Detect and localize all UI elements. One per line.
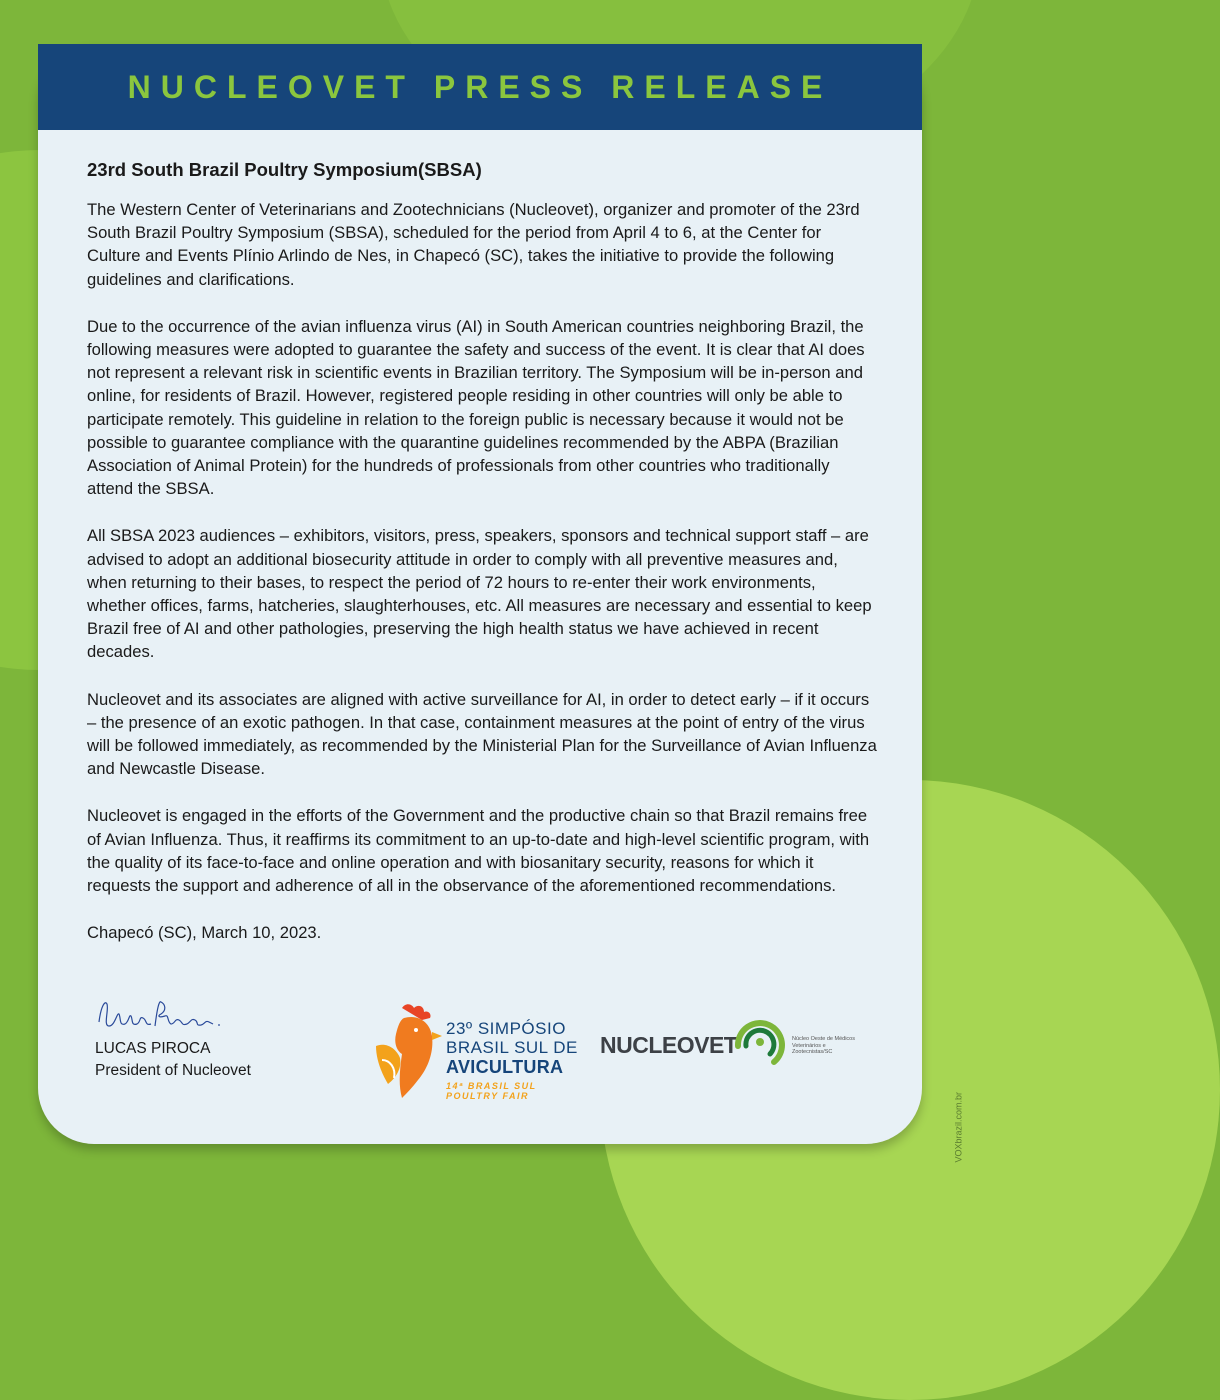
header-banner — [38, 44, 922, 130]
sbsa-logo-sub2: POULTRY FAIR — [446, 1091, 530, 1101]
photo-credit: VOXbrazil.com.br — [954, 1092, 964, 1163]
rooster-icon — [372, 1002, 444, 1102]
header-title: NUCLEOVET PRESS RELEASE — [127, 68, 833, 105]
paragraph: Due to the occurrence of the avian influenza virus (AI) in South American countries neighboring Brazil, the following measures were adopted to guarantee the safety and success of the event. It is clear that AI does not represent a relevant risk in scientific events in Brazilian territory. The Symposium will be in-person and online, for residents of Brazil. However, registered people residing in other countries will only be able to participate remotely. This guideline in relation to the foreign public is necessary because it would not be possible to guarantee compliance with the quarantine guidelines recommended by the ABPA (Brazilian Association of Animal Protein) for the hundreds of professionals from other countries who traditionally attend the SBSA. — [87, 316, 865, 499]
nucleovet-ring-icon — [730, 1012, 790, 1072]
sbsa-logo-line3: AVICULTURA — [446, 1057, 564, 1077]
paragraph: Nucleovet is engaged in the efforts of the Government and the productive chain so that Brazil remains free of Avian Influenza. Thus, it reaffirms its commitment to an up-to-date and high-level scientific program, with the quality of its face-to-face and online operation and with biosanitary security, reasons for which it requests the support and adherence of all in the observance of the aforementioned recommendations. — [87, 806, 870, 896]
nucleovet-tagline: Núcleo Oeste de Médicos Veterinários e Zootecnistas/SC — [792, 1036, 855, 1055]
paragraph: All SBSA 2023 audiences – exhibitors, visitors, press, speakers, sponsors and technical support staff – are advised to adopt an additional biosecurity attitude in order to comply with all preventive measures and, when returning to their bases, to respect the period of 72 hours to re-enter their work environments, whether offices, farms, hatcheries, slaughterhouses, etc. All measures are necessary and essential to keep Brazil free of AI and other pathologies, preserving the high health status we have achieved in recent decades. — [87, 526, 872, 662]
sbsa-logo-line2: BRASIL SUL DE — [446, 1038, 578, 1057]
paragraph: The Western Center of Veterinarians and Zootechnicians (Nucleovet), organizer and promoter of the 23rd South Brazil Poultry Symposium (SBSA), scheduled for the period from April 4 to 6, at the Center for Culture and Events Plínio Arlindo de Nes, in Chapecó (SC), takes the initiative to provide the following guidelines and clarifications. — [87, 200, 860, 289]
sbsa-logo — [372, 1002, 602, 1112]
sbsa-logo-sub1: 14ª BRASIL SUL — [446, 1081, 537, 1091]
document-title: 23rd South Brazil Poultry Symposium(SBSA) — [87, 159, 482, 180]
signatory-name: LUCAS PIROCA — [95, 1040, 211, 1057]
press-release-card — [38, 44, 922, 1144]
sbsa-logo-line1: 23º SIMPÓSIO — [446, 1019, 566, 1038]
signatory-role: President of Nucleovet — [95, 1062, 251, 1079]
document-body — [87, 158, 877, 968]
paragraph: Nucleovet and its associates are aligned with active surveillance for AI, in order to detect early – if it occurs – the presence of an exotic pathogen. In that case, containment measures at the point of entry of the virus will be followed immediately, as recommended by the Ministerial Plan for the Surveillance of Avian Influenza and Newcastle Disease. — [87, 689, 877, 779]
signature-block — [95, 992, 295, 1082]
dateline: Chapecó (SC), March 10, 2023. — [87, 923, 322, 943]
handwritten-signature — [95, 992, 295, 1038]
nucleovet-wordmark: NUCLEOVET — [600, 1032, 738, 1058]
nucleovet-logo — [600, 1012, 860, 1082]
